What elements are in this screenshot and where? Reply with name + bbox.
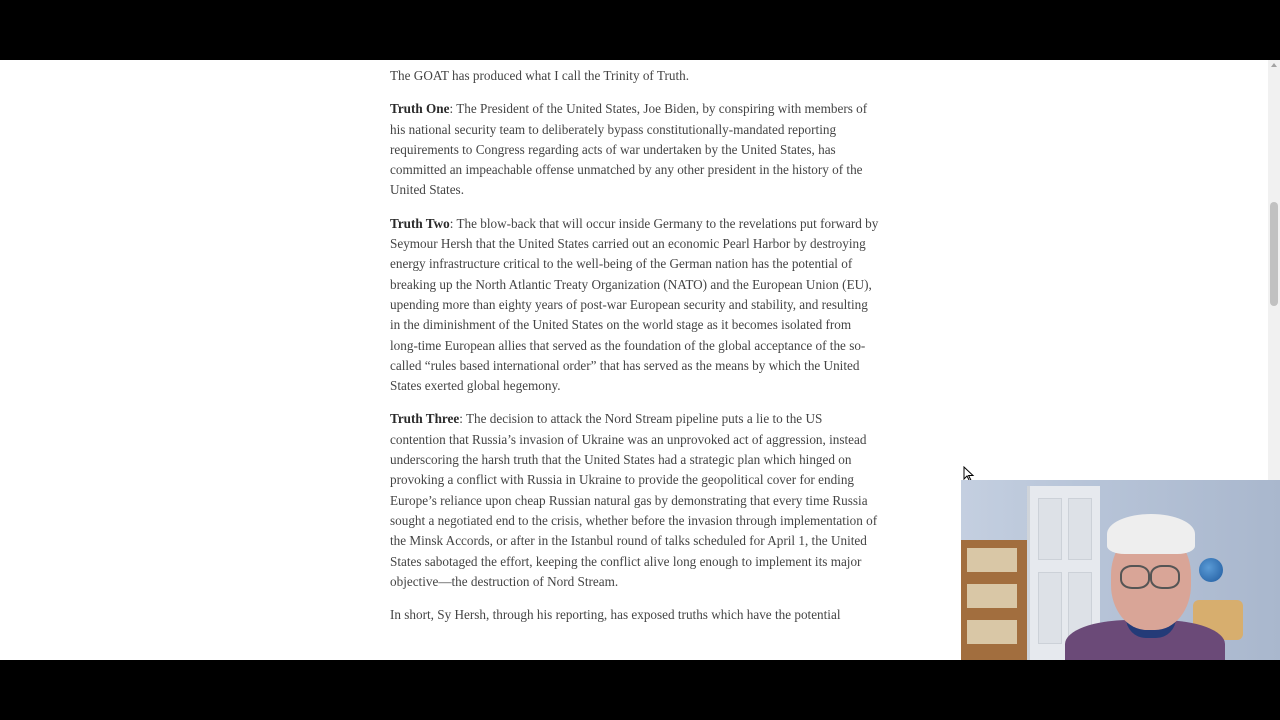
webcam-glasses-left	[1120, 565, 1150, 589]
closing-paragraph: In short, Sy Hersh, through his reporting, has exposed truths which have the potential	[390, 607, 841, 623]
letterbox-top	[0, 0, 1280, 60]
truth-one-text: : The President of the United States, Joe Biden, by conspiring with members of his national security team to deliberately bypass constitutionally-mandated reporting requirements to Congress regarding acts of war undertaken by the United States, has committed an impeachable offense unmatched by any other president in the history of the United States.	[390, 101, 868, 198]
scroll-up-arrow-icon[interactable]	[1271, 63, 1277, 67]
article-body	[390, 66, 880, 638]
letterbox-bottom	[0, 660, 1280, 720]
webcam-overlay	[961, 480, 1280, 660]
webcam-bookshelf	[961, 540, 1027, 660]
truth-three-paragraph	[390, 409, 880, 592]
truth-two-paragraph	[390, 214, 880, 397]
truth-three-text: : The decision to attack the Nord Stream pipeline puts a lie to the US contention that Russia’s invasion of Ukraine was an unprovoked act of aggression, instead underscoring the harsh truth that the United States had a strategic plan which hinged on provoking a conflict with Russia in Ukraine to provide the geopolitical cover for ending Europe’s reliance upon cheap Russian natural gas by demonstrating that every time Russia sought a negotiated end to the crisis, whether before the invasion through implementation of the Minsk Accords, or after in the Istanbul round of talks scheduled for April 1, the United States sabotaged the effort, keeping the conflict alive long enough to implement its major objective—the destruction of Nord Stream.	[390, 411, 878, 589]
truth-one-paragraph	[390, 99, 880, 200]
intro-paragraph: The GOAT has produced what I call the Trinity of Truth.	[390, 68, 690, 83]
webcam-person-hair	[1107, 514, 1195, 554]
truth-two-label: Truth Two	[390, 215, 450, 231]
truth-one-label: Truth One	[390, 101, 450, 117]
scrollbar-thumb[interactable]	[1270, 202, 1278, 306]
webcam-globe	[1199, 558, 1223, 582]
webcam-glasses-right	[1150, 565, 1180, 589]
truth-three-label: Truth Three	[390, 411, 460, 427]
truth-two-text: : The blow-back that will occur inside Germany to the revelations put forward by Seymour Hersh that the United States carried out an economic Pearl Harbor by destroying energy infrastructure critical to the well-being of the German nation has the potential of breaking up the North Atlantic Treaty Organization (NATO) and the European Union (EU), upending more than eighty years of post-war European security and stability, and resulting in the diminishment of the United States on the world stage as it becomes isolated from long-time European allies that served as the foundation of the global acceptance of the so-called “rules based international order” that has served as the means by which the United States exerted global hegemony.	[390, 215, 879, 394]
